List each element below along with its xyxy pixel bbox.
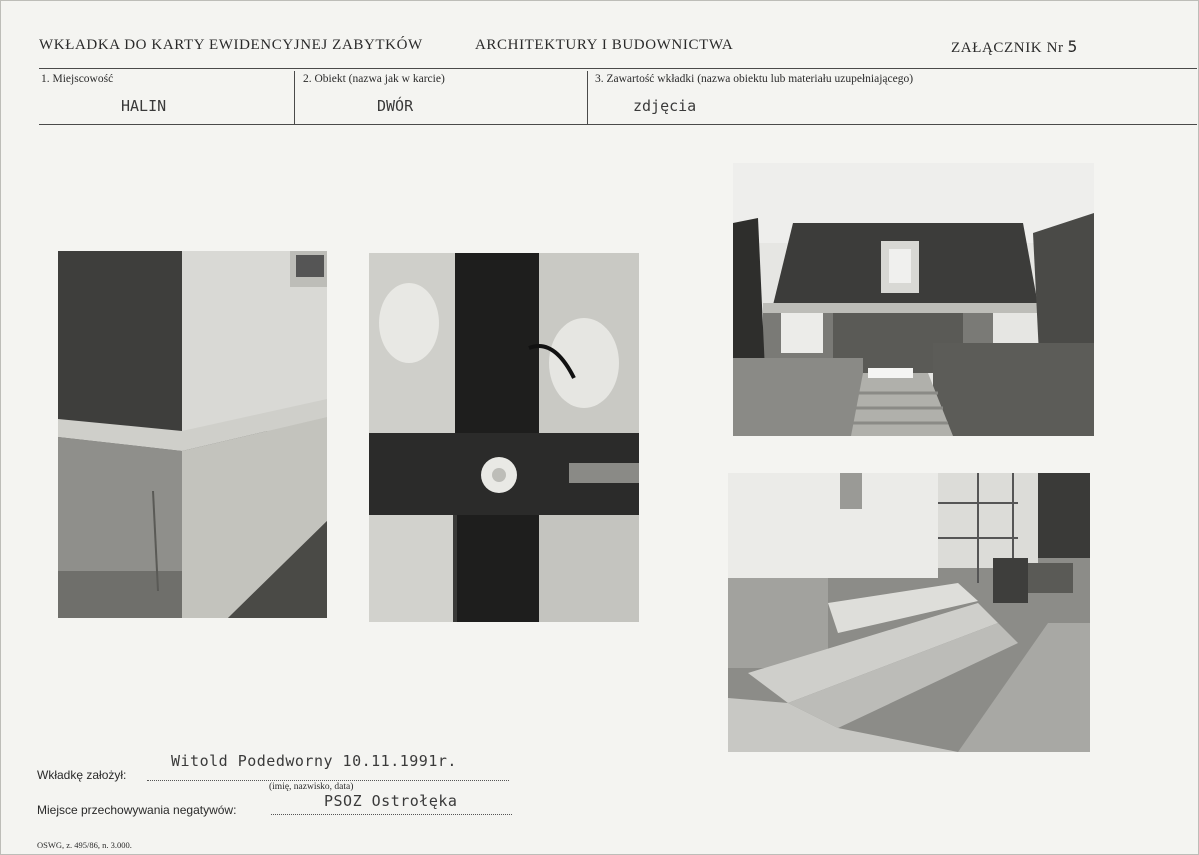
contents-value: zdjęcia [633,97,697,115]
photo-window-rosette [369,253,639,622]
attachment-heading [951,37,1078,57]
author-value: Witold Podedworny 10.11.1991r. [171,752,457,770]
print-info: OSWG, z. 495/86, n. 3.000. [37,840,132,850]
author-label: Wkładkę założył: [37,768,127,782]
form-title: WKŁADKA DO KARTY EWIDENCYJNEJ ZABYTKÓW [39,37,423,53]
field-divider-2 [587,71,588,124]
object-value: DWÓR [377,97,414,115]
negatives-label: Miejsce przechowywania negatywów: [37,803,237,817]
header-rule-top [39,68,1197,69]
photo-entrance-steps [728,473,1090,752]
attachment-number: 5 [1067,37,1078,56]
attachment-label: ZAŁĄCZNIK Nr [951,40,1064,56]
header-rule-bottom [39,124,1197,125]
form-subtitle: ARCHITEKTURY I BUDOWNICTWA [475,37,734,53]
author-dotted-line [147,780,509,781]
photo-manor-house [733,163,1094,436]
photo-corner-plinth [58,251,327,618]
negatives-dotted-line [271,814,512,815]
author-hint: (imię, nazwisko, data) [269,782,354,792]
field-divider-1 [294,71,295,124]
negatives-value: PSOZ Ostrołęka [324,792,458,810]
contents-label: 3. Zawartość wkładki (nazwa obiektu lub materiału uzupełniającego) [595,73,914,85]
object-label: 2. Obiekt (nazwa jak w karcie) [303,73,445,85]
locality-value: HALIN [121,97,167,115]
locality-label: 1. Miejscowość [41,73,114,85]
